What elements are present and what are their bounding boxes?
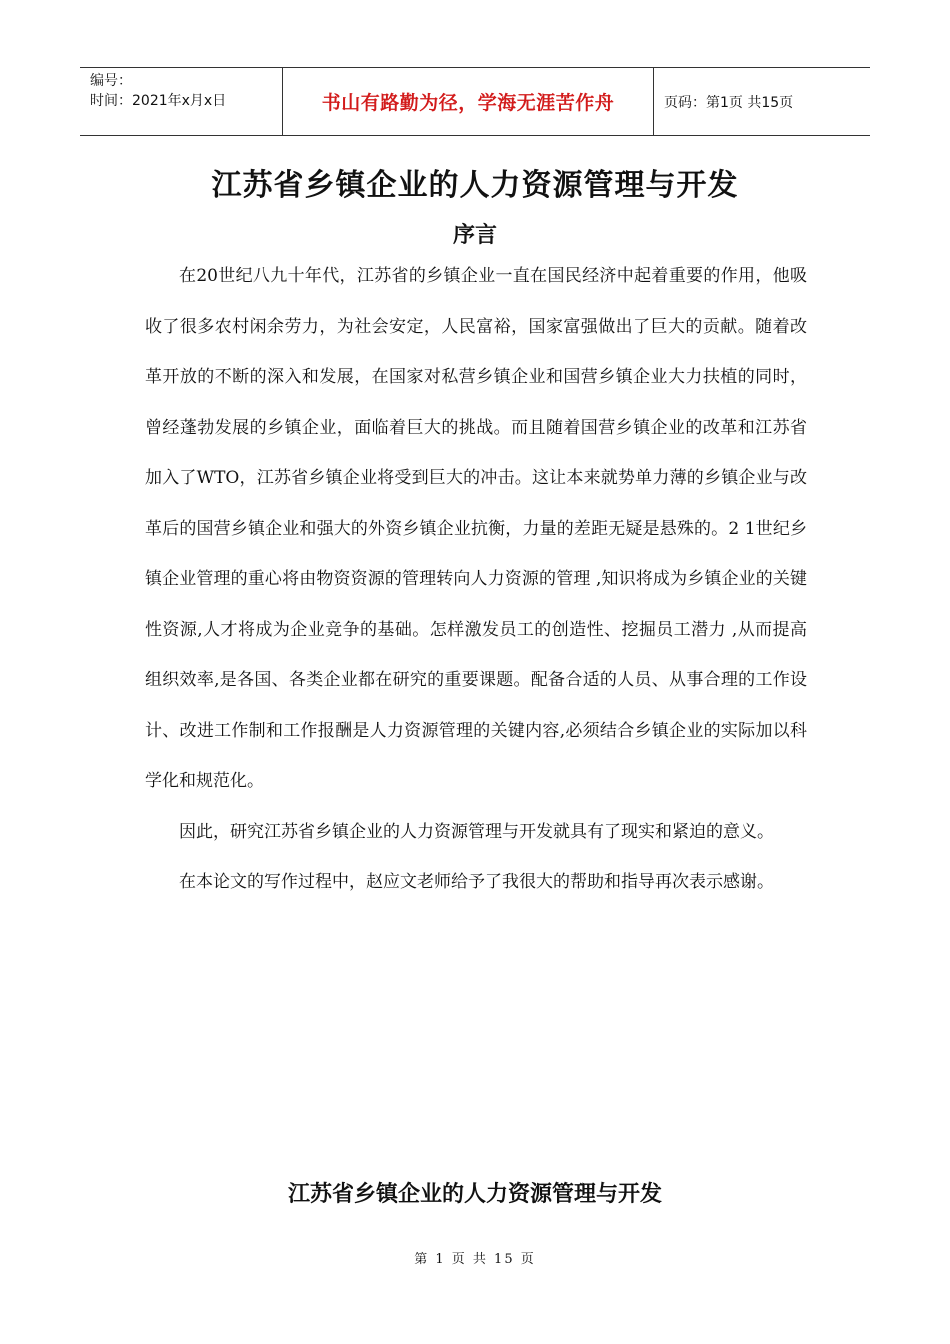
header-date-label: 时间：2021年x月x日 bbox=[90, 93, 227, 109]
second-title: 江苏省乡镇企业的人力资源管理与开发 bbox=[287, 1182, 662, 1207]
body-paragraph: 在本论文的写作过程中，赵应文老师给予了我很大的帮助和指导再次表示感谢。 bbox=[179, 872, 774, 892]
section-heading: 序言 bbox=[452, 223, 497, 248]
header-page-info: 页码：第1页 共15页 bbox=[664, 94, 794, 111]
header-number-label: 编号： bbox=[90, 73, 132, 89]
body-paragraph: 在20世纪八九十年代，江苏省的乡镇企业一直在国民经济中起着重要的作用，他吸收了很多农村闲余劳力，为社会安定，人民富裕，国家富强做出了巨大的贡献。随着改革开放的不断的深入和发展，在国家对私营乡镇企业和国营乡镇企业大力扶植的同时，曾经蓬勃发展的乡镇企业，面临着巨大的挑战。而且随着国营乡镇企业的改革和江苏省加入了WTO，江苏省乡镇企业将受到巨大的冲击。这让本来就势单力薄的乡镇企业与改革后的国营乡镇企业和强大的外资乡镇企业抗衡，力量的差距无疑是悬殊的。2 1世纪乡镇企业管理的重心将由物资资源的管理转向人力资源的管理 ,知识将成为乡镇企业的关键性资源,人才将成为企业竞争的基础。怎样激发员工的创造性、挖掘员工潜力 ,从而提高组织效率,是各国、各类企业都在研究的重要课题。配备合适的人员、从事合理的工作设计、改进工作制和工作报酬是人力资源管理的关键内容,必须结合乡镇企业的实际加以科学化和规范化。 bbox=[145, 266, 807, 791]
document-body bbox=[145, 251, 807, 908]
document-title: 江苏省乡镇企业的人力资源管理与开发 bbox=[211, 168, 739, 203]
header-meta bbox=[80, 68, 282, 135]
header-motto: 书山有路勤为径，学海无涯苦作舟 bbox=[282, 68, 654, 135]
body-paragraph: 因此，研究江苏省乡镇企业的人力资源管理与开发就具有了现实和紧迫的意义。 bbox=[179, 821, 774, 842]
page-footer: 第 1 页 共 15 页 bbox=[414, 1252, 536, 1267]
document-header bbox=[80, 67, 870, 136]
